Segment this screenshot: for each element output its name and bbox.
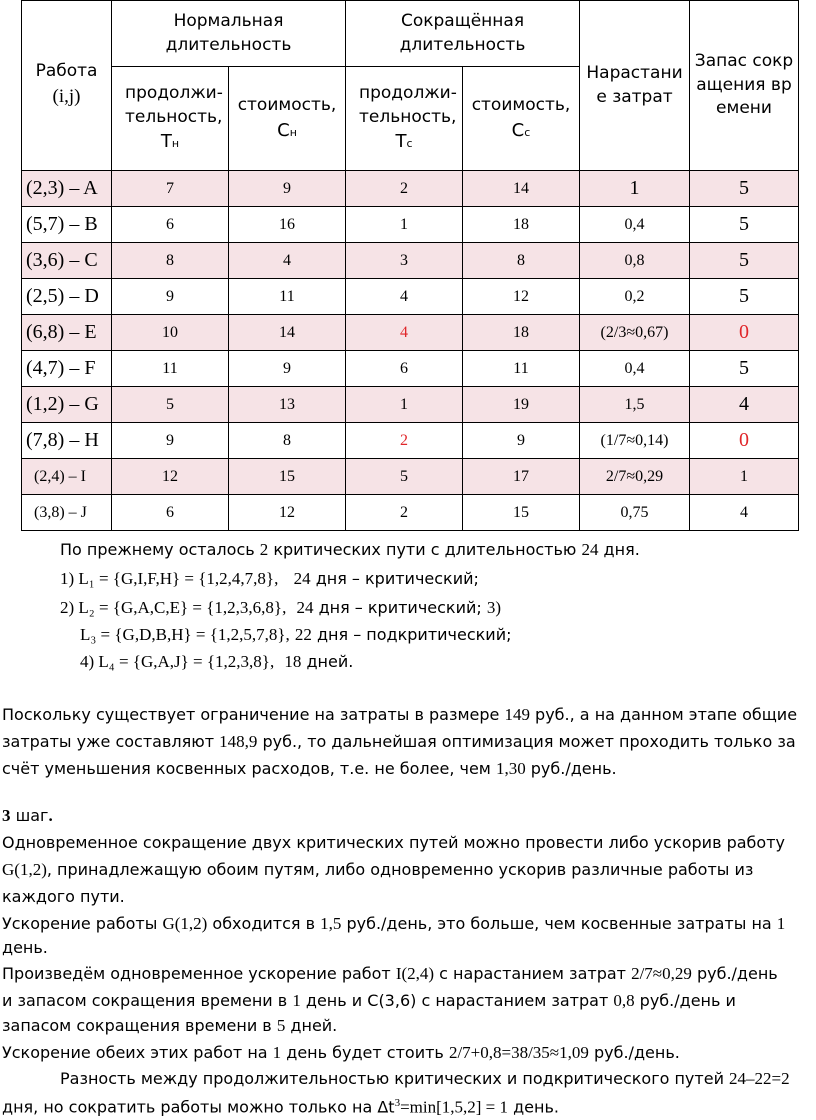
cell-growth: 0,4 <box>580 351 690 387</box>
text-span: день. <box>508 1097 559 1117</box>
budget-line-2 <box>2 729 796 755</box>
cell-cn: 11 <box>229 279 346 315</box>
text-span: руб., то дальнейшая оптимизация может проходить только за <box>257 732 796 751</box>
table-row <box>22 171 799 207</box>
text-span: дня – критический; <box>313 598 487 617</box>
header-reserve-label: Запас сокращения времени <box>694 50 794 119</box>
step-line-5 <box>2 935 48 961</box>
cell-tn: 9 <box>112 279 229 315</box>
cell-cn: 16 <box>229 207 346 243</box>
header-duration-label: продолжи-тельность, <box>359 82 457 127</box>
table-row <box>22 243 799 279</box>
cell-growth: (2/3≈0,67) <box>580 315 690 351</box>
number-span: 2 <box>259 540 269 559</box>
text-span: руб./день. <box>588 1043 680 1062</box>
text-span: руб./день и <box>634 991 736 1010</box>
cell-cn: 13 <box>229 387 346 423</box>
cell-tn: 6 <box>112 495 229 531</box>
text-span: , принадлежащую обоим путям, либо одновременно ускорив различные работы из <box>46 860 754 879</box>
text-span: день. <box>2 938 48 957</box>
header-crash-label: Сокращённая длительность <box>399 10 526 55</box>
text-span: дней. <box>301 652 354 671</box>
number-span: 148,9 <box>219 732 258 751</box>
text-span: с нарастанием затрат <box>434 964 632 983</box>
cell-job: (7,8) – H <box>22 423 112 459</box>
path-l4 <box>80 649 353 675</box>
header-normal-label: Нормальная длительность <box>165 10 292 55</box>
step-line-4 <box>2 911 785 937</box>
cell-reserve: 4 <box>690 387 799 423</box>
cell-cn: 12 <box>229 495 346 531</box>
cell-cc: 11 <box>463 351 580 387</box>
cell-cn: 9 <box>229 351 346 387</box>
number-span: 24–22=2 <box>729 1069 790 1088</box>
number-span: G(1,2) <box>2 860 47 879</box>
cell-job: (6,8) – E <box>22 315 112 351</box>
cell-job: (4,7) – F <box>22 351 112 387</box>
number-span: 1 <box>776 914 786 933</box>
cell-growth: 2/7≈0,29 <box>580 459 690 495</box>
cell-tc: 6 <box>346 351 463 387</box>
number-span: =min[1,5,2] = 1 <box>400 1097 509 1117</box>
cell-cc: 15 <box>463 495 580 531</box>
header-crash-cost <box>463 67 580 171</box>
cell-tc: 1 <box>346 207 463 243</box>
text-span: руб./день, это больше, чем косвенные затраты на <box>341 914 777 933</box>
text-span: дня. <box>598 540 640 559</box>
header-crash-duration <box>346 67 463 171</box>
cn-symbol: С <box>277 119 290 141</box>
step-line-3 <box>2 884 125 910</box>
number-span: 3) <box>486 598 502 617</box>
superscript: 3 <box>394 1097 401 1109</box>
text-span: Разность между продолжительностью критических и подкритического путей <box>60 1069 730 1088</box>
cell-growth: 1,5 <box>580 387 690 423</box>
text-span: Ускорение обеих этих работ на <box>2 1043 273 1062</box>
cell-tc: 2 <box>346 171 463 207</box>
text-span: день и С(3,6) с нарастанием затрат <box>300 991 614 1010</box>
text-span: руб./день <box>691 964 778 983</box>
cell-growth: 0,2 <box>580 279 690 315</box>
cell-cc: 8 <box>463 243 580 279</box>
cell-tn: 8 <box>112 243 229 279</box>
table-row <box>22 387 799 423</box>
table-row <box>22 351 799 387</box>
cell-tc: 2 <box>346 423 463 459</box>
cell-cc: 17 <box>463 459 580 495</box>
header-work <box>22 1 112 171</box>
cell-job: (3,8) – J <box>22 495 112 531</box>
number-span: 1 <box>272 1043 282 1062</box>
step-word: шаг <box>10 806 49 825</box>
number-span: 0,8 <box>613 991 635 1010</box>
step-line-1 <box>2 830 785 856</box>
path-l1 <box>60 566 479 592</box>
step-dot: . <box>48 806 53 825</box>
cell-tn: 9 <box>112 423 229 459</box>
header-normal-cost <box>229 67 346 171</box>
number-span: 22 <box>294 625 312 644</box>
header-work-label: Работа <box>35 61 98 82</box>
cc-symbol: С <box>511 119 525 141</box>
cell-tc: 4 <box>346 279 463 315</box>
cell-cn: 8 <box>229 423 346 459</box>
text-span: дней. <box>285 1016 338 1035</box>
tn-symbol: Т <box>160 131 172 153</box>
paragraph-intro <box>60 537 640 563</box>
cell-tn: 12 <box>112 459 229 495</box>
cell-tn: 7 <box>112 171 229 207</box>
number-span: I(2,4) <box>395 964 435 983</box>
cell-growth: 0,75 <box>580 495 690 531</box>
cell-job: (3,6) – C <box>22 243 112 279</box>
cell-reserve: 0 <box>690 423 799 459</box>
number-span: 5 <box>276 1016 286 1035</box>
text-span: запасом сокращения времени в <box>2 1016 277 1035</box>
tc-symbol: Т <box>395 131 407 153</box>
step-line-10 <box>60 1066 790 1092</box>
cell-tc: 4 <box>346 315 463 351</box>
text-span: Ускорение работы <box>2 914 163 933</box>
cell-job: (2,5) – D <box>22 279 112 315</box>
formula-span: 4) L₄ = {G,A,J} = {1,2,3,8}, <box>80 652 275 671</box>
cell-job: (1,2) – G <box>22 387 112 423</box>
step-line-11 <box>2 1090 559 1120</box>
text-span: критических пути с длительностью <box>268 540 582 559</box>
text-span: Одновременное сокращение двух критических путей можно провести либо ускорив работу <box>2 833 785 852</box>
text-span: дня – подкритический; <box>311 625 512 644</box>
budget-line-3 <box>2 756 617 782</box>
cell-reserve: 5 <box>690 351 799 387</box>
text-span: Поскольку существует ограничение на затраты в размере <box>2 705 505 724</box>
cc-subscript: с <box>524 125 531 139</box>
path-l2 <box>60 595 501 621</box>
text-span: затраты уже составляют <box>2 732 220 751</box>
cell-cn: 9 <box>229 171 346 207</box>
cell-cc: 19 <box>463 387 580 423</box>
step-line-6 <box>2 961 778 987</box>
cell-tn: 5 <box>112 387 229 423</box>
cell-cn: 14 <box>229 315 346 351</box>
header-cost-label: стоимость, <box>237 94 337 115</box>
header-growth-label: Нарастание затрат <box>586 62 683 107</box>
table-row <box>22 423 799 459</box>
cell-growth: 0,8 <box>580 243 690 279</box>
text-span: По прежнему осталось <box>60 540 260 559</box>
cell-cc: 12 <box>463 279 580 315</box>
text-span: руб./день. <box>525 759 617 778</box>
table-row <box>22 315 799 351</box>
step-line-2 <box>2 857 753 883</box>
cell-tn: 6 <box>112 207 229 243</box>
step-number: 3 <box>2 806 11 825</box>
text-span: счёт уменьшения косвенных расходов, т.е. не более, чем <box>2 759 496 778</box>
cn-subscript: н <box>289 125 297 139</box>
path-l3 <box>80 622 512 648</box>
cell-growth: 0,4 <box>580 207 690 243</box>
cell-reserve: 0 <box>690 315 799 351</box>
number-span: 24 <box>581 540 599 559</box>
cell-cn: 15 <box>229 459 346 495</box>
number-span: 1 <box>292 991 301 1010</box>
cell-tc: 2 <box>346 495 463 531</box>
text-span: и запасом сокращения времени в <box>2 991 293 1010</box>
number-span: 24 <box>293 569 311 588</box>
formula-span: 2) L₂ = {G,A,C,E} = {1,2,3,6,8}, <box>60 598 287 617</box>
tc-subscript: с <box>406 137 413 151</box>
text-span: руб., а на данном этапе общие <box>529 705 798 724</box>
cell-tn: 10 <box>112 315 229 351</box>
text-span: каждого пути. <box>2 887 125 906</box>
text-span: дня – критический; <box>310 569 479 588</box>
tn-subscript: н <box>171 137 180 151</box>
header-growth <box>580 1 690 171</box>
header-reserve <box>690 1 799 171</box>
step-line-8 <box>2 1013 337 1039</box>
number-span: 2/7+0,8=38/35≈1,09 <box>448 1043 589 1062</box>
number-span: 24 <box>296 598 314 617</box>
step-line-7 <box>2 988 736 1014</box>
header-crash <box>346 1 580 67</box>
formula-span: L₃ = {G,D,B,H} = {1,2,5,7,8}, <box>80 625 290 644</box>
header-duration-label: продолжи-тельность, <box>125 82 223 127</box>
text-span: обходится в <box>207 914 321 933</box>
cell-tc: 1 <box>346 387 463 423</box>
cell-reserve: 5 <box>690 171 799 207</box>
cell-growth: 1 <box>580 171 690 207</box>
budget-line-1 <box>2 702 797 728</box>
cell-tc: 5 <box>346 459 463 495</box>
number-span: 1,5 <box>320 914 342 933</box>
cell-cc: 14 <box>463 171 580 207</box>
text-span: день будет стоить <box>281 1043 449 1062</box>
cell-growth: (1/7≈0,14) <box>580 423 690 459</box>
number-span: 2/7≈0,29 <box>631 964 692 983</box>
cell-cn: 4 <box>229 243 346 279</box>
header-normal <box>112 1 346 67</box>
cell-reserve: 1 <box>690 459 799 495</box>
header-work-ij: (i,j) <box>52 86 81 108</box>
cell-reserve: 5 <box>690 207 799 243</box>
table-row <box>22 495 799 531</box>
cell-reserve: 5 <box>690 279 799 315</box>
table-row <box>22 459 799 495</box>
table-row <box>22 207 799 243</box>
number-span: 18 <box>284 652 302 671</box>
number-span: G(1,2) <box>162 914 208 933</box>
number-span: 149 <box>504 705 530 724</box>
cell-reserve: 4 <box>690 495 799 531</box>
header-normal-duration <box>112 67 229 171</box>
cell-job: (2,4) – I <box>22 459 112 495</box>
cell-tn: 11 <box>112 351 229 387</box>
cell-job: (5,7) – B <box>22 207 112 243</box>
step-heading <box>2 803 53 829</box>
text-span: Произведём одновременное ускорение работ <box>2 964 396 983</box>
cell-cc: 18 <box>463 315 580 351</box>
table-row <box>22 279 799 315</box>
works-table <box>21 0 799 531</box>
cell-tc: 3 <box>346 243 463 279</box>
cell-cc: 18 <box>463 207 580 243</box>
cell-job: (2,3) – A <box>22 171 112 207</box>
step-line-9 <box>2 1040 680 1066</box>
cell-cc: 9 <box>463 423 580 459</box>
number-span: 1,30 <box>495 759 526 778</box>
text-span: дня, но сократить работы можно только на Δt <box>2 1097 395 1117</box>
header-cost-label: стоимость, <box>471 94 571 115</box>
cell-reserve: 5 <box>690 243 799 279</box>
formula-span: 1) L₁ = {G,I,F,H} = {1,2,4,7,8}, <box>60 569 279 588</box>
